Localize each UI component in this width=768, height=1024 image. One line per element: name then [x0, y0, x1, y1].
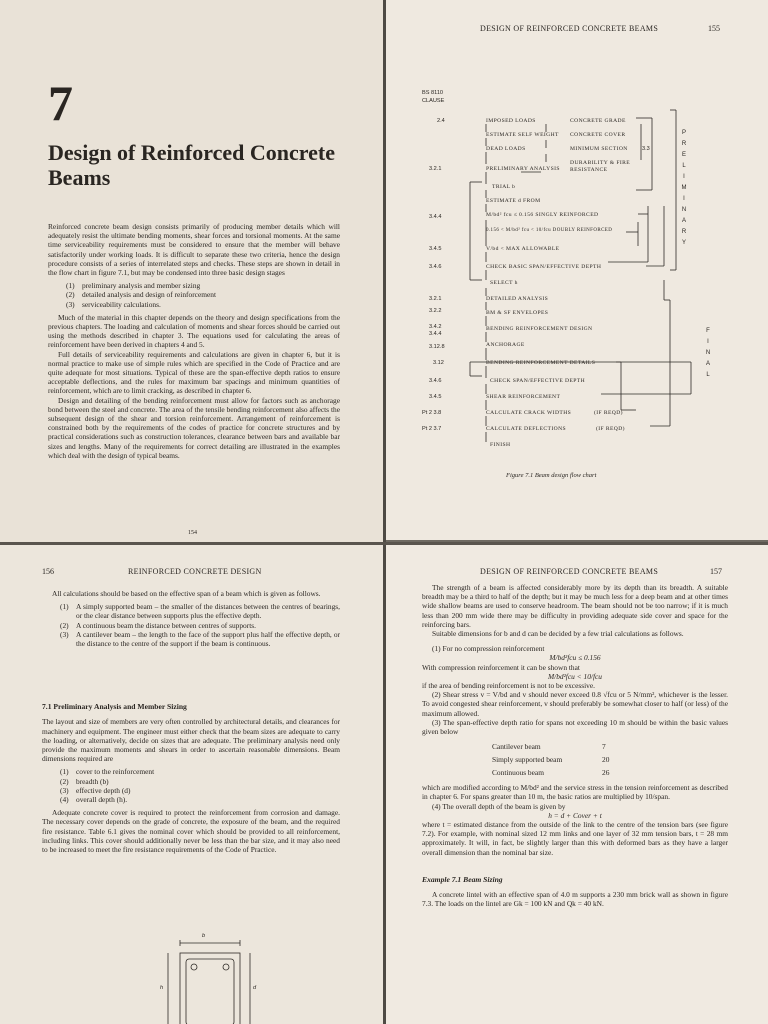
- clause-ref: 3.2.2: [429, 308, 442, 314]
- list-item: (2) breadth (b): [60, 776, 109, 786]
- running-header: REINFORCED CONCRETE DESIGN: [128, 567, 262, 576]
- flow-ref: 3.3: [642, 146, 650, 152]
- page-157-body: [422, 583, 728, 908]
- flow-step: FINISH: [490, 442, 511, 448]
- list-item: (3) effective depth (d): [60, 785, 131, 795]
- flow-step: BENDING REINFORCEMENT DETAILS: [486, 360, 596, 366]
- clause-ref: 3.2.1: [429, 166, 442, 172]
- example-heading: Example 7.1 Beam Sizing: [422, 874, 503, 884]
- flow-step: CHECK SPAN/EFFECTIVE DEPTH: [490, 378, 586, 384]
- clause-ref: 3.2.1: [429, 296, 442, 302]
- flow-step: BM & SF ENVELOPES: [486, 310, 549, 316]
- list-item: (4) overall depth (h).: [60, 795, 128, 805]
- paragraph: A concrete lintel with an effective span of 4.0 m supports a 230 mm brick wall as shown in figure 7.3. The loads on the lintel are Gk = 100 kN and Qk = 40 kN.: [422, 890, 728, 909]
- table-row: Simply supported beam 20: [492, 755, 610, 765]
- page-154-body: [48, 222, 340, 460]
- paragraph: With compression reinforcement it can be shown that: [422, 662, 580, 672]
- table-row: Continuous beam 26: [492, 768, 610, 778]
- table-row: Cantilever beam 7: [492, 742, 606, 752]
- paragraph: where t = estimated distance from the outside of the link to the centre of the tension bars (see figure 7.2). For example, with nominal sized 12 mm links and one layer of 32 mm tension bars, t = 28 mm approximately. It will, in fact, be slightly larger than this with deformed bars as they have a larger overall dimension than the nominal bar size.: [422, 820, 728, 857]
- flow-step: SELECT h: [490, 280, 518, 286]
- clause-ref: 3.4.6: [429, 378, 442, 384]
- list-item: (1) A simply supported beam – the smaller of the distances between the centres of bearings, or the clear distance between supports plus the effective depth.: [60, 602, 340, 621]
- section-heading: 7.1 Preliminary Analysis and Member Sizing: [42, 702, 187, 712]
- figure-caption: Figure 7.1 Beam design flow chart: [506, 472, 597, 479]
- final-side-label: F I N A L: [705, 328, 711, 378]
- page-number: 155: [708, 24, 720, 33]
- chapter-title: Design of Reinforced Concrete Beams: [48, 140, 335, 190]
- flow-step: ESTIMATE SELF WEIGHT: [486, 132, 559, 138]
- page-156: [0, 545, 383, 1024]
- clause-ref: 3.12: [433, 360, 444, 366]
- running-header: DESIGN OF REINFORCED CONCRETE BEAMS: [480, 24, 659, 33]
- figure-label: h: [160, 985, 164, 991]
- list-item: (3) A cantilever beam – the length to the face of the support plus half the effective depth, or the distance to the centre of the support if the beam is continuous.: [60, 629, 340, 649]
- flow-step: CHECK BASIC SPAN/EFFECTIVE DEPTH: [486, 264, 602, 270]
- chapter-number: 7: [48, 75, 73, 131]
- paragraph: Full details of serviceability requirements and calculations are given in chapter 6, but it is normal practice to make use of simple rules which are specified in the Code of Practice and are quite adequate for most situations. Typical of these are the span-effective depth ratios to ensure acceptable deflections, and the rules for maximum bar spacings and minimum quantities of reinforcement, which are to limit cracking, as described in chapter 6.: [48, 349, 340, 396]
- clause-heading: BS 8110: [422, 90, 444, 96]
- effective-span-list: [42, 602, 340, 648]
- paragraph: Design and detailing of the bending reinforcement must allow for factors such as anchorage bond between the steel and concrete. The area of the tensile bending reinforcement also affects the subsequent design of the shear and torsion reinforcement. Arrangement of reinforcement is constrained both by the requirements of the codes of practice for concrete structures and by practical considerations such as construction tolerances, clearance between bars and available bar sizes and lengths. Many of the requirements for correct detailing are illustrated in the examples which deal with the design of typical beams.: [48, 395, 340, 460]
- flow-step: DETAILED ANALYSIS: [486, 296, 549, 302]
- flow-step: DEAD LOADS: [486, 146, 526, 152]
- clause-ref: 3.4.4: [429, 331, 442, 337]
- clause-ref: 3.4.4: [429, 214, 442, 220]
- equation: M/bd²fcu < 10/fcu: [547, 671, 602, 681]
- list-item: (1) cover to the reinforcement: [60, 767, 155, 777]
- paragraph: The layout and size of members are very often controlled by architectural details, and clearances for machinery and equipment. The engineer must either check that the beam sizes are adequate to carry the loading, or alternatively, decide on sizes that are adequate. The preliminary analysis need only provide the maximum moments and shears in order to ascertain reasonable dimensions. Beam dimensions required are: [42, 717, 340, 764]
- page-number: 157: [710, 567, 722, 576]
- flow-step: CALCULATE DEFLECTIONS: [486, 426, 567, 432]
- flow-step: CONCRETE GRADE: [570, 118, 626, 124]
- page-157: [386, 545, 768, 1024]
- clause-ref: 3.4.5: [429, 246, 442, 252]
- clause-heading: CLAUSE: [422, 98, 445, 104]
- flow-step: BENDING REINFORCEMENT DESIGN: [486, 326, 593, 332]
- flow-step: ESTIMATE d FROM: [486, 198, 541, 204]
- flow-step: TRIAL b: [492, 184, 516, 190]
- equation: h = d + Cover + t: [548, 810, 602, 820]
- list-item: (1) preliminary analysis and member sizing: [66, 281, 201, 291]
- paragraph: Reinforced concrete beam design consists primarily of producing member details which will adequately resist the ultimate bending moments, shear forces and torsional moments. At the same time serviceability requirements must be considered to ensure that the member will behave satisfactorily under working loads. It is difficult to separate these two criteria, hence the design procedure consists of a series of interrelated steps and checks. These steps are shown in detail in the flow chart in figure 7.1, but may be condensed into three basic design stages: [48, 222, 340, 278]
- flow-chart-lines: [386, 0, 768, 540]
- preliminary-side-label: P R E L I M I N A R Y: [681, 130, 687, 246]
- design-stages-list: [48, 281, 340, 309]
- equation: M/bd²fcu ≤ 0.156: [549, 653, 601, 663]
- running-header: DESIGN OF REINFORCED CONCRETE BEAMS: [480, 567, 659, 576]
- page-number: 154: [188, 530, 197, 536]
- clause-ref: 3.4.6: [429, 264, 442, 270]
- clause-ref: 3.4.5: [429, 394, 442, 400]
- clause-ref: Pt 2 3.8: [422, 410, 442, 416]
- clause-ref: Pt 2 3.7: [422, 426, 442, 432]
- list-item: (1) For no compression reinforcement: [432, 644, 545, 654]
- flow-step: RESISTANCE: [570, 167, 608, 173]
- flow-step: SHEAR REINFORCEMENT: [486, 394, 561, 400]
- list-item: (3) serviceability calculations.: [66, 299, 161, 309]
- paragraph: Suitable dimensions for b and d can be decided by a few trial calculations as follows.: [432, 629, 684, 639]
- flow-step: V/bd < MAX ALLOWABLE: [486, 246, 560, 252]
- flow-step: M/bd² fcu ≤ 0.156 SINGLY REINFORCED: [486, 212, 599, 218]
- paragraph: which are modified according to M/bd² and the service stress in the tension reinforcement as described in chapter 6. For spans greater than 10 m, the basic ratios are multiplied by 10/span.: [422, 783, 728, 802]
- list-item: (3) The span-effective depth ratio for spans not exceeding 10 m should be within the basic values given below: [422, 717, 728, 737]
- paragraph: if the area of bending reinforcement is not to be excessive.: [422, 681, 595, 691]
- paragraph: All calculations should be based on the effective span of a beam which is given as follows.: [52, 589, 321, 598]
- clause-ref: 3.12.8: [429, 344, 445, 350]
- clause-ref: 3.4.2: [429, 324, 442, 330]
- paragraph: Much of the material in this chapter depends on the theory and design specifications from the previous chapters. The loading and calculation of moments and shear forces should be carried out using the methods described in chapter 3. The equations used for calculating the areas of reinforcement have been derived in chapters 4 and 5.: [48, 312, 340, 350]
- flow-step: (IF REQD): [594, 410, 623, 416]
- page-155: [386, 0, 768, 540]
- list-item: (4) The overall depth of the beam is given by: [432, 801, 566, 811]
- beam-section-figure: [160, 935, 270, 1024]
- figure-label: d: [253, 985, 257, 991]
- list-item: (2) A continuous beam the distance between centres of supports.: [60, 620, 256, 630]
- flow-step: 0.156 < M/bd² fcu < 10/fcu DOUBLY REINFORCED: [486, 228, 613, 233]
- flow-step: DURABILITY & FIRE: [570, 160, 631, 166]
- span-depth-table: [492, 740, 728, 779]
- flow-step: IMPOSED LOADS: [486, 118, 536, 124]
- paragraph: Adequate concrete cover is required to protect the reinforcement from corrosion and damage. The necessary cover depends on the grade of concrete, the exposure of the beam, and the required fire resistance. Table 6.1 gives the nominal cover which should be provided to all reinforcement, including links. This cover should additionally never be less than the bar size, and it may also need to be increased to meet the fire resistance requirements of the Code of Practice.: [42, 808, 340, 855]
- page-number: 156: [42, 567, 54, 576]
- list-item: (2) Shear stress v = V/bd and v should never exceed 0.8 √fcu or 5 N/mm², whichever is the lesser. To avoid congested shear reinforcement, v should preferably be somewhat closer to half (or less) of the maximum allowed.: [422, 690, 728, 718]
- clause-ref: 2.4: [437, 118, 445, 124]
- paragraph: The strength of a beam is affected considerably more by its depth than its breadth. A suitable breadth may be a third to half of the depth; but it may be much less for a deep beam and at other times wide shallow beams are used to conserve headroom. The beam should not be too narrow; if it is much less than 200 mm wide there may be difficulty in providing adequate side cover and space for the reinforcing bars.: [422, 583, 728, 629]
- flow-step: MINIMUM SECTION: [570, 146, 628, 152]
- page-156-body: [42, 589, 340, 854]
- flow-step: CALCULATE CRACK WIDTHS: [486, 410, 572, 416]
- figure-label: b: [202, 933, 206, 939]
- page-154: [0, 0, 383, 542]
- flow-step: PRELIMINARY ANALYSIS: [486, 166, 560, 172]
- beam-dimensions-list: [42, 767, 340, 804]
- flow-step: CONCRETE COVER: [570, 132, 626, 138]
- flow-step: ANCHORAGE: [486, 342, 525, 348]
- flow-step: (IF REQD): [596, 426, 625, 432]
- list-item: (2) detailed analysis and design of reinforcement: [66, 290, 217, 300]
